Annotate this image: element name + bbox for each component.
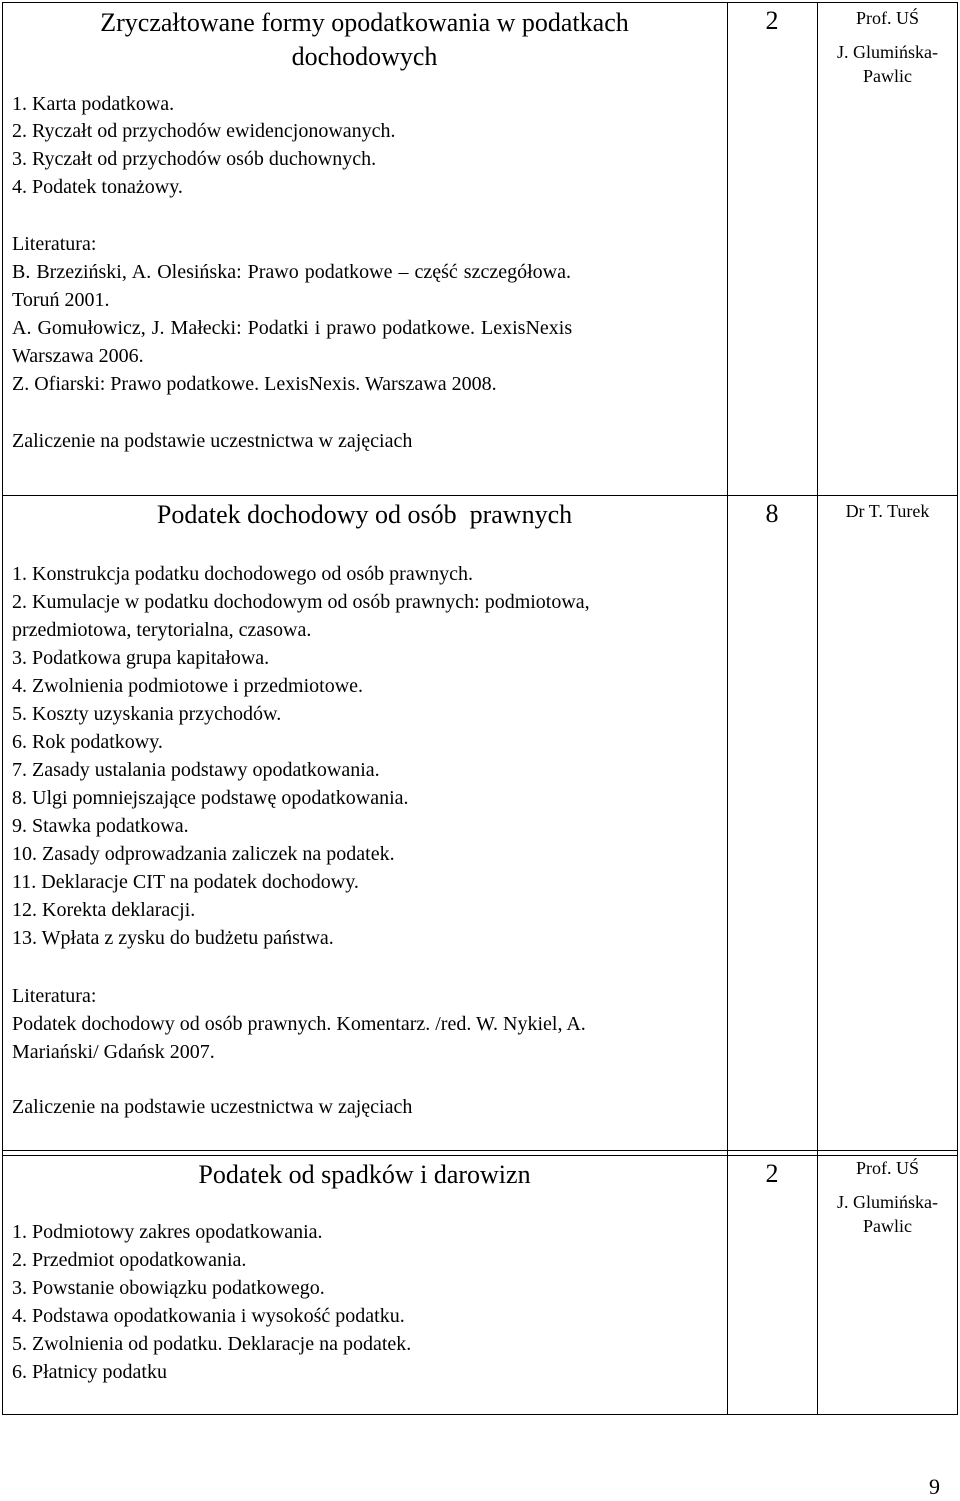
section-1-lecturer-line1: Prof. UŚ xyxy=(855,8,919,28)
row-divider-2 xyxy=(2,1150,958,1151)
section-2-item: 13. Wpłata z zysku do budżetu państwa. xyxy=(12,927,334,949)
section-3-title: Podatek od spadków i darowizn xyxy=(198,1160,531,1189)
section-3-item: 1. Podmiotowy zakres opodatkowania. xyxy=(12,1221,323,1243)
section-1-lecturer-line2: J. Glumińska- xyxy=(837,42,938,62)
section-3-lecturer-line1: Prof. UŚ xyxy=(855,1158,919,1178)
section-1-literature-line: B. Brzeziński, A. Olesińska: Prawo podatkowe – część szczegółowa. xyxy=(12,261,571,283)
section-2-item: 8. Ulgi pomniejszające podstawę opodatkowania. xyxy=(12,787,409,809)
section-3-item: 3. Powstanie obowiązku podatkowego. xyxy=(12,1277,325,1299)
section-2-item: 7. Zasady ustalania podstawy opodatkowania. xyxy=(12,759,380,781)
section-2-item: 4. Zwolnienia podmiotowe i przedmiotowe. xyxy=(12,675,364,697)
section-1-literature-line: Toruń 2001. xyxy=(12,289,110,311)
section-1-item: 1. Karta podatkowa. xyxy=(12,93,175,115)
section-2-item: 6. Rok podatkowy. xyxy=(12,731,163,753)
section-1-hours: 2 xyxy=(765,6,779,35)
section-3-item: 2. Przedmiot opodatkowania. xyxy=(12,1249,247,1271)
page-number: 9 xyxy=(929,1474,940,1499)
section-2-item: 3. Podatkowa grupa kapitałowa. xyxy=(12,647,270,669)
row-divider-2b xyxy=(2,1155,958,1156)
section-3-item: 6. Płatnicy podatku xyxy=(12,1361,167,1383)
section-1-literature-line: Z. Ofiarski: Prawo podatkowe. LexisNexis. Warszawa 2008. xyxy=(12,373,497,395)
section-3-item: 4. Podstawa opodatkowania i wysokość podatku. xyxy=(12,1305,405,1327)
section-1-credit: Zaliczenie na podstawie uczestnictwa w zajęciach xyxy=(12,430,413,452)
section-1-lecturer-line3: Pawlic xyxy=(863,66,912,86)
section-1-literature-label: Literatura: xyxy=(12,233,97,255)
section-3-hours: 2 xyxy=(765,1159,779,1188)
section-2-lecturer: Dr T. Turek xyxy=(845,501,930,521)
section-2-title: Podatek dochodowy od osób prawnych xyxy=(156,500,573,529)
section-1-literature-line: A. Gomułowicz, J. Małecki: Podatki i prawo podatkowe. LexisNexis xyxy=(12,317,573,339)
section-1-item: 4. Podatek tonażowy. xyxy=(12,176,183,198)
section-2-item: 12. Korekta deklaracji. xyxy=(12,899,196,921)
section-2-literature-label: Literatura: xyxy=(12,985,97,1007)
column-divider-hours xyxy=(727,2,728,1415)
section-2-hours: 8 xyxy=(765,499,779,528)
section-2-item: 10. Zasady odprowadzania zaliczek na podatek. xyxy=(12,843,395,865)
section-3-lecturer-line2: J. Glumińska- xyxy=(837,1192,938,1212)
section-2-literature-line: Podatek dochodowy od osób prawnych. Komentarz. /red. W. Nykiel, A. xyxy=(12,1013,586,1035)
section-1-item: 3. Ryczałt od przychodów osób duchownych. xyxy=(12,148,377,170)
section-2-item: 5. Koszty uzyskania przychodów. xyxy=(12,703,282,725)
section-1-item: 2. Ryczałt od przychodów ewidencjonowanych. xyxy=(12,120,396,142)
section-2-item: przedmiotowa, terytorialna, czasowa. xyxy=(12,619,312,641)
section-1-literature-line: Warszawa 2006. xyxy=(12,345,144,367)
section-2-item: 9. Stawka podatkowa. xyxy=(12,815,189,837)
section-2-credit: Zaliczenie na podstawie uczestnictwa w zajęciach xyxy=(12,1096,413,1118)
section-2-item: 11. Deklaracje CIT na podatek dochodowy. xyxy=(12,871,359,893)
section-1-title-line2: dochodowych xyxy=(291,42,438,71)
row-divider-1 xyxy=(2,495,958,496)
section-2-item: 1. Konstrukcja podatku dochodowego od osób prawnych. xyxy=(12,563,474,585)
section-3-item: 5. Zwolnienia od podatku. Deklaracje na podatek. xyxy=(12,1333,412,1355)
section-1-title-line1: Zryczałtowane formy opodatkowania w podatkach xyxy=(100,8,629,37)
section-2-literature-line: Mariański/ Gdańsk 2007. xyxy=(12,1041,215,1063)
section-2-item: 2. Kumulacje w podatku dochodowym od osób prawnych: podmiotowa, xyxy=(12,591,590,613)
section-3-lecturer-line3: Pawlic xyxy=(863,1216,912,1236)
